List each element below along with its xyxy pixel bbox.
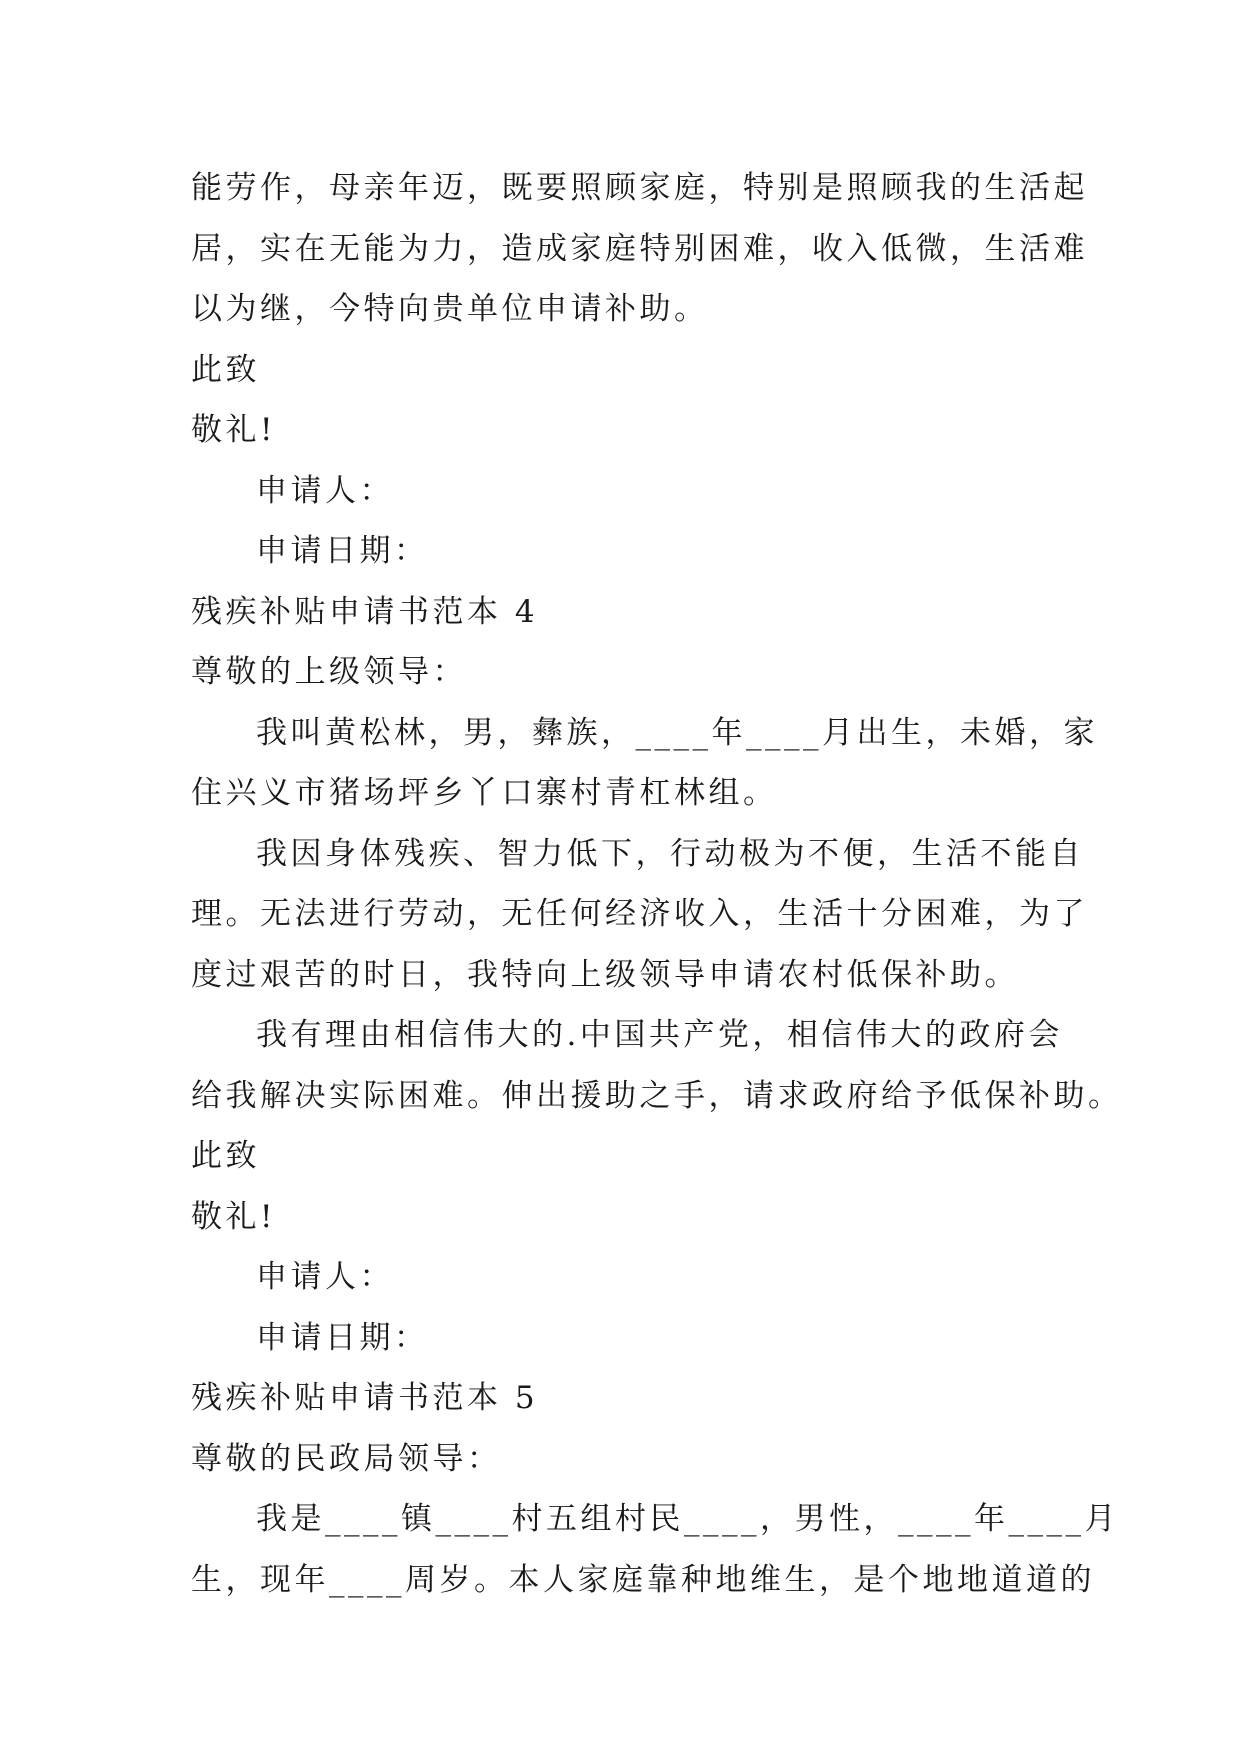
applicant-label: 申请人： — [256, 1259, 394, 1295]
body-text-line: 给我解决实际困难。伸出援助之手，请求政府给予低保补助。 — [191, 1077, 1123, 1114]
body-text-line: 以为继，今特向贵单位申请补助。 — [191, 291, 709, 327]
body-text-line: 理。无法进行劳动，无任何经济收入，生活十分困难，为了 — [191, 896, 1088, 932]
body-text-line: 我是____镇____村五组村民____，男性，____年____月 — [256, 1501, 1119, 1537]
document-page — [191, 158, 1123, 1610]
body-text-line: 我因身体残疾、智力低下，行动极为不便，生活不能自 — [256, 835, 1084, 872]
body-text-line: 度过艰苦的时日，我特向上级领导申请农村低保补助。 — [191, 956, 1019, 993]
body-text-line: 住兴义市猪场坪乡丫口寨村青杠林组。 — [191, 775, 778, 811]
body-text-line: 居，实在无能为力，造成家庭特别困难，收入低微，生活难 — [191, 230, 1088, 267]
section-title: 残疾补贴申请书范本 4 — [191, 593, 539, 630]
body-text-line: 能劳作，母亲年迈，既要照顾家庭，特别是照顾我的生活起 — [191, 170, 1088, 206]
closing-salutation: 此致 — [191, 351, 260, 388]
application-date-label: 申请日期： — [256, 533, 429, 569]
closing-regards: 敬礼! — [191, 1198, 276, 1235]
letter-greeting: 尊敬的民政局领导： — [191, 1440, 502, 1477]
section-title: 残疾补贴申请书范本 5 — [191, 1380, 539, 1416]
letter-greeting: 尊敬的上级领导： — [191, 654, 467, 690]
body-text-line: 生，现年____周岁。本人家庭靠种地维生，是个地地道道的 — [191, 1561, 1095, 1598]
application-date-label: 申请日期： — [256, 1319, 429, 1356]
closing-regards: 敬礼! — [191, 412, 276, 448]
body-text-line: 我叫黄松林，男，彝族，____年____月出生，未婚，家 — [256, 714, 1098, 751]
applicant-label: 申请人： — [256, 472, 394, 509]
body-text-line: 我有理由相信伟大的.中国共产党，相信伟大的政府会 — [256, 1017, 1063, 1053]
closing-salutation: 此致 — [191, 1138, 260, 1174]
